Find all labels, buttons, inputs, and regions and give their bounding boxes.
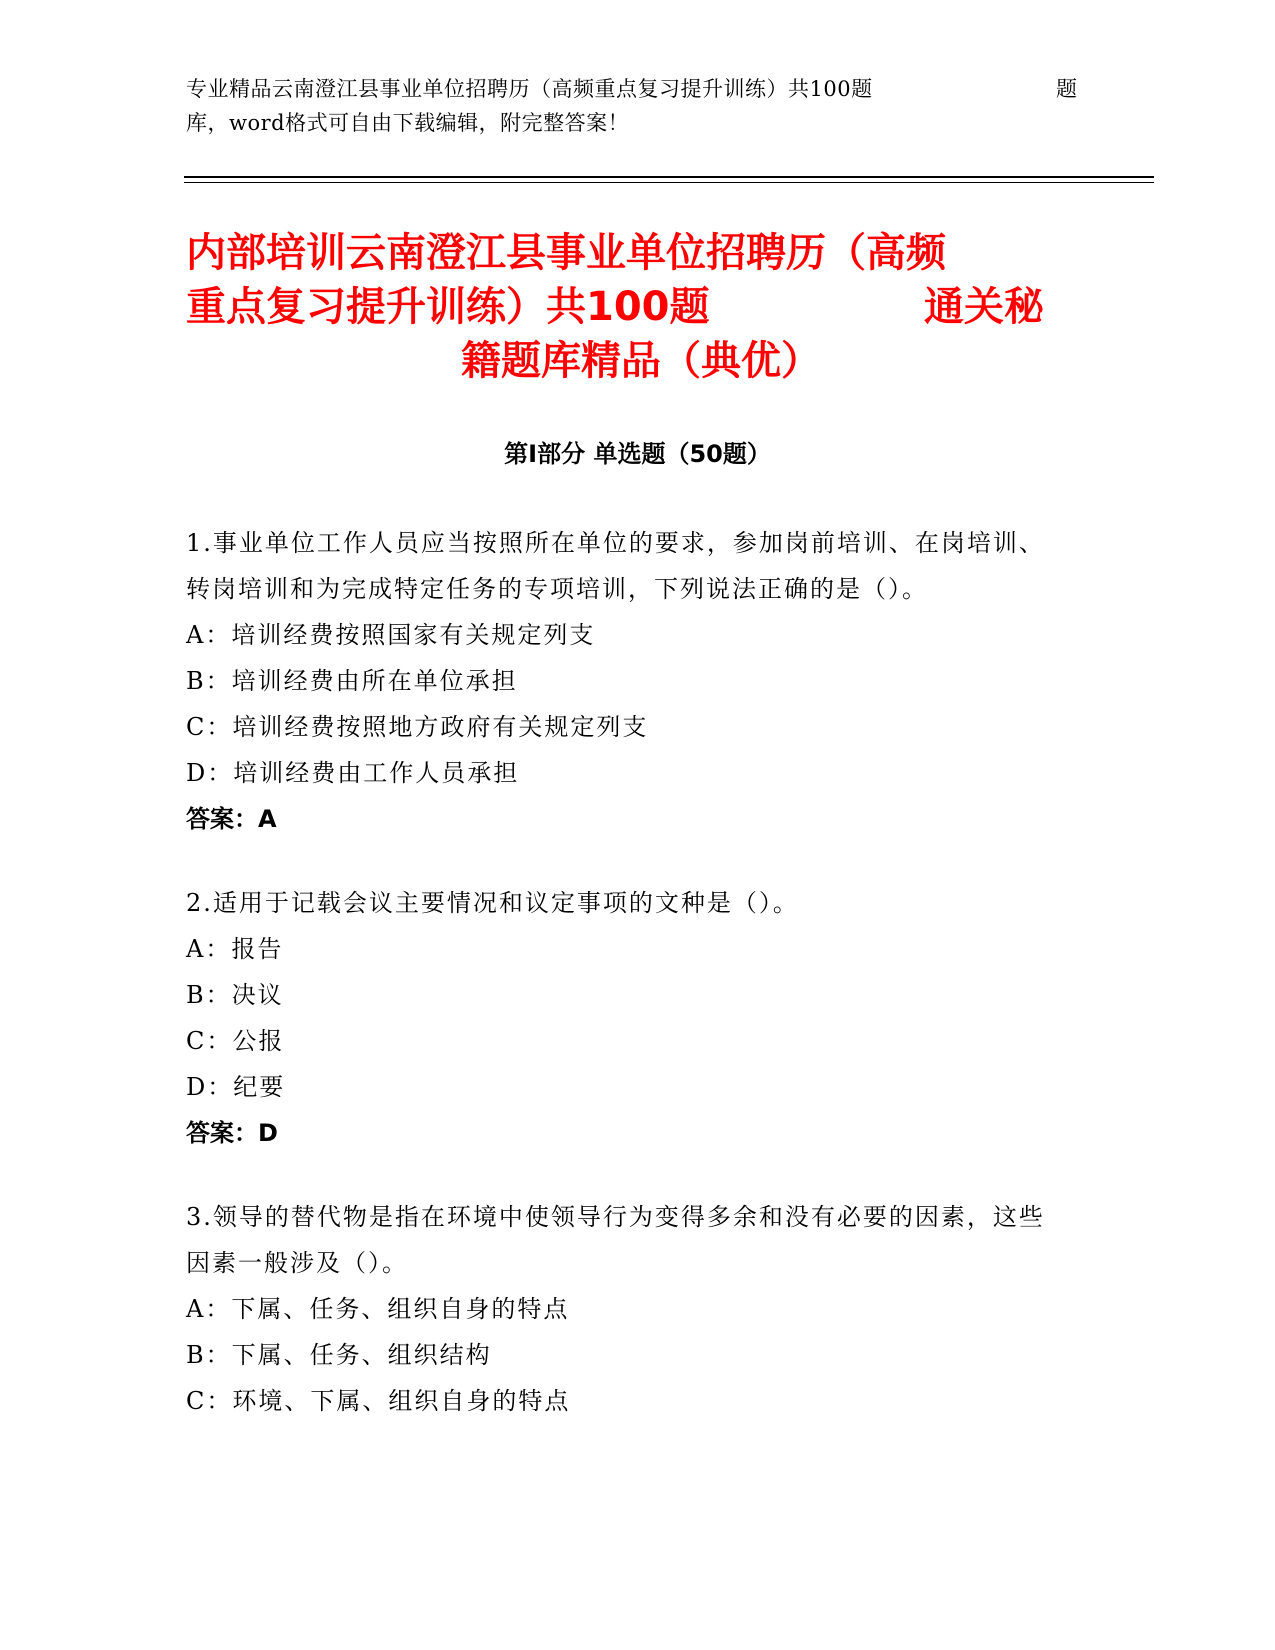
option-d: D：纪要 bbox=[186, 1073, 286, 1101]
option-b: B：决议 bbox=[186, 981, 284, 1009]
option-a: A：下属、任务、组织自身的特点 bbox=[186, 1295, 570, 1323]
question-1 bbox=[186, 520, 1066, 842]
option-c: C：公报 bbox=[186, 1027, 285, 1055]
header-divider-thin bbox=[184, 182, 1154, 183]
question-stem: 1.事业单位工作人员应当按照所在单位的要求，参加岗前培训、在岗培训、转岗培训和为完成特定任务的专项培训，下列说法正确的是（）。 bbox=[186, 529, 1045, 603]
question-3 bbox=[186, 1194, 1066, 1424]
title-line-1: 内部培训云南澄江县事业单位招聘历（高频 bbox=[186, 230, 946, 276]
section-title: 第Ⅰ部分 单选题（50题） bbox=[504, 440, 771, 468]
header-line-1 bbox=[186, 72, 1086, 106]
answer: 答案：A bbox=[186, 805, 277, 833]
option-a: A：培训经费按照国家有关规定列支 bbox=[186, 621, 596, 649]
document-title bbox=[186, 226, 1096, 388]
answer: 答案：D bbox=[186, 1119, 278, 1147]
header-line-1-text: 专业精品云南澄江县事业单位招聘历（高频重点复习提升训练）共100题 bbox=[186, 77, 873, 101]
title-line-2-right: 通关秘 bbox=[924, 284, 1044, 330]
option-c: C：环境、下属、组织自身的特点 bbox=[186, 1387, 571, 1415]
question-stem: 2.适用于记载会议主要情况和议定事项的文种是（）。 bbox=[186, 889, 799, 917]
question-list bbox=[186, 520, 1066, 1462]
header-divider-thick bbox=[184, 176, 1154, 178]
title-line-2 bbox=[186, 280, 1096, 334]
title-line-3: 籍题库精品（典优） bbox=[461, 338, 821, 384]
option-d: D：培训经费由工作人员承担 bbox=[186, 759, 520, 787]
option-c: C：培训经费按照地方政府有关规定列支 bbox=[186, 713, 649, 741]
page-header bbox=[186, 72, 1086, 140]
option-b: B：培训经费由所在单位承担 bbox=[186, 667, 518, 695]
header-line-1-tail: 题 bbox=[1056, 77, 1078, 101]
title-line-2-left: 重点复习提升训练）共100题 bbox=[186, 284, 710, 330]
question-2 bbox=[186, 880, 1066, 1156]
header-line-2: 库，word格式可自由下载编辑，附完整答案！ bbox=[186, 111, 630, 135]
question-stem: 3.领导的替代物是指在环境中使领导行为变得多余和没有必要的因素，这些因素一般涉及（）。 bbox=[186, 1203, 1045, 1277]
option-b: B：下属、任务、组织结构 bbox=[186, 1341, 492, 1369]
option-a: A：报告 bbox=[186, 935, 284, 963]
